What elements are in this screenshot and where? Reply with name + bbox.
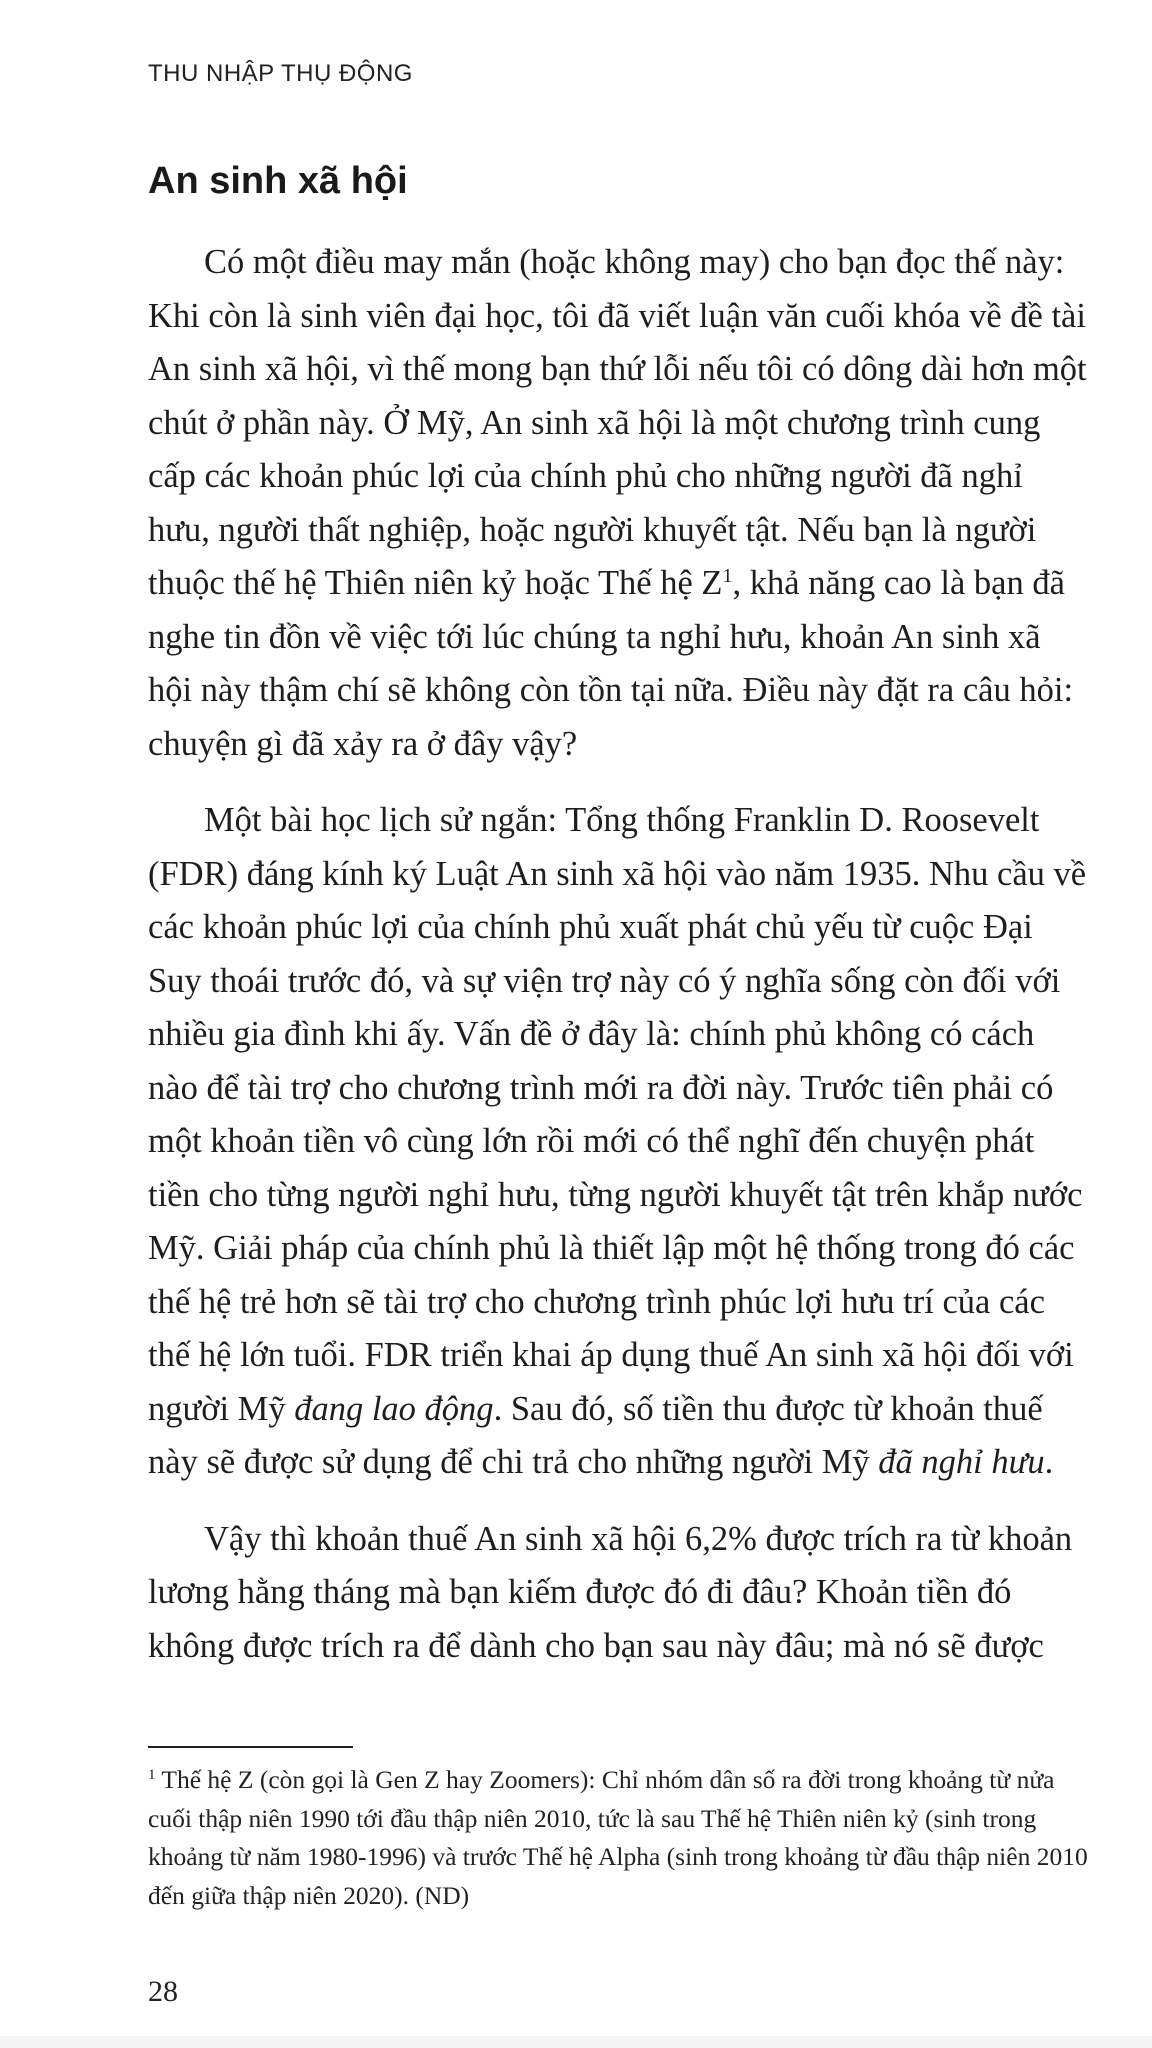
page-number: 28 (148, 1975, 178, 2008)
paragraph-2-text-c: . (1044, 1443, 1054, 1481)
paragraph-2-text-a: Một bài học lịch sử ngắn: Tổng thống Franklin D. Roosevelt (FDR) đáng kính ký Luật An sinh xã hội vào năm 1935. Nhu cầu về các khoản phúc lợi của chính phủ xuất phát chủ yếu từ cuộc Đại Suy thoái trước đó, và sự viện trợ này có ý nghĩa sống còn đối với nhiều gia đình khi ấy. Vấn đề ở đây là: chính phủ không có cách nào để tài trợ cho chương trình mới ra đời này. Trước tiên phải có một khoản tiền vô cùng lớn rồi mới có thể nghĩ đến chuyện phát tiền cho từng người nghỉ hưu, từng người khuyết tật trên khắp nước Mỹ. Giải pháp của chính phủ là thiết lập một hệ thống trong đó các thế hệ trẻ hơn sẽ tài trợ cho chương trình phúc lợi hưu trí của các thế hệ lớn tuổi. FDR triển khai áp dụng thuế An sinh xã hội đối với người Mỹ (148, 801, 1087, 1428)
footnote-marker: 1 (148, 1767, 156, 1783)
paragraph-2-text-b: . Sau đó, số tiền thu được từ khoản thuế này sẽ được sử dụng để chi trả cho những người Mỹ (148, 1389, 1043, 1481)
footnote-text: Thế hệ Z (còn gọi là Gen Z hay Zoomers): Chỉ nhóm dân số ra đời trong khoảng từ nửa cuối thập niên 1990 tới đầu thập niên 2010, tức là sau Thế hệ Thiên niên kỷ (sinh trong khoảng từ năm 1980-1996) và trước Thế hệ Alpha (sinh trong khoảng từ đầu thập niên 2010 đến giữa thập niên 2020). (ND) (148, 1765, 1088, 1910)
paragraph-2-italic-2: đã nghỉ hưu (878, 1443, 1045, 1481)
body-text (148, 236, 1088, 1696)
running-header: THU NHẬP THỤ ĐỘNG (148, 60, 413, 87)
scan-edge (0, 2036, 1152, 2048)
paragraph-1 (148, 236, 1088, 771)
paragraph-1-text-b: , khả năng cao là bạn đã nghe tin đồn về việc tới lúc chúng ta nghỉ hưu, khoản An sinh xã hội này thậm chí sẽ không còn tồn tại nữa. Điều này đặt ra câu hỏi: chuyện gì đã xảy ra ở đây vậy? (148, 564, 1074, 763)
footnote (148, 1761, 1096, 1915)
footnote-ref-1: 1 (722, 565, 733, 587)
paragraph-2-italic-1: đang lao động (294, 1389, 494, 1428)
paragraph-2 (148, 794, 1088, 1490)
section-title: An sinh xã hội (148, 160, 408, 202)
paragraph-3 (148, 1513, 1088, 1674)
paragraph-1-text-a: Có một điều may mắn (hoặc không may) cho bạn đọc thế này: Khi còn là sinh viên đại học, tôi đã viết luận văn cuối khóa về đề tài An sinh xã hội, vì thế mong bạn thứ lỗi nếu tôi có dông dài hơn một chút ở phần này. Ở Mỹ, An sinh xã hội là một chương trình cung cấp các khoản phúc lợi của chính phủ cho những người đã nghỉ hưu, người thất nghiệp, hoặc người khuyết tật. Nếu bạn là người thuộc thế hệ Thiên niên kỷ hoặc Thế hệ Z (148, 243, 1087, 602)
footnote-divider (148, 1746, 353, 1748)
paragraph-3-text: Vậy thì khoản thuế An sinh xã hội 6,2% được trích ra từ khoản lương hằng tháng mà bạn kiếm được đó đi đâu? Khoản tiền đó không được trích ra để dành cho bạn sau này đâu; mà nó sẽ được (148, 1519, 1073, 1665)
